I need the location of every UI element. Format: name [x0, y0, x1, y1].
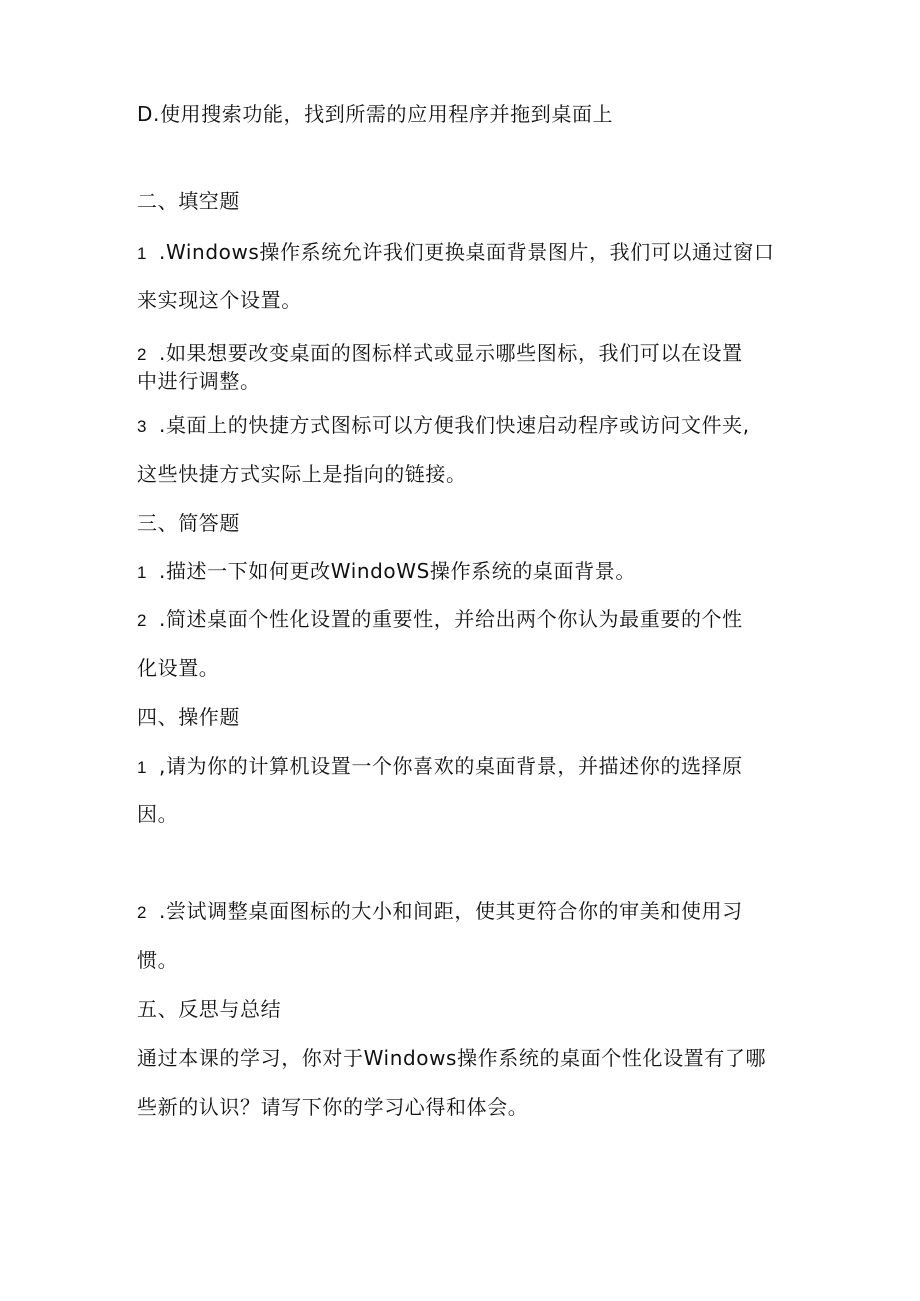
reflection-line-2: 些新的认识？请写下你的学习心得和体会。: [137, 1095, 529, 1119]
item-text: .桌面上的快捷方式图标可以方便我们快速启动程序或访问文件夹,: [159, 413, 750, 437]
section-title-reflection: 五、反思与总结: [137, 997, 282, 1021]
operation-item-2-line-2: 惯。: [137, 948, 179, 972]
item-number: 2: [137, 611, 148, 630]
fill-blank-item-3-line-2: 这些快捷方式实际上是指向的链接。: [137, 462, 467, 486]
option-d: D.使用搜索功能，找到所需的应用程序并拖到桌面上: [137, 102, 614, 126]
item-number: 1: [137, 758, 148, 777]
item-number: 3: [137, 417, 148, 436]
section-title-operation: 四、操作题: [137, 705, 240, 729]
item-text: .Windows操作系统允许我们更换桌面背景图片，我们可以通过窗口: [159, 240, 775, 264]
item-text: .尝试调整桌面图标的大小和间距，使其更符合你的审美和使用习: [159, 899, 743, 923]
short-answer-item-2-line-1: [137, 605, 743, 635]
item-text: .如果想要改变桌面的图标样式或显示哪些图标，我们可以在设置: [159, 341, 743, 365]
reflection-line-1: 通过本课的学习，你对于Windows操作系统的桌面个性化设置有了哪: [137, 1046, 767, 1070]
item-number: 1: [137, 244, 148, 263]
item-number: 2: [137, 345, 148, 364]
fill-blank-item-2-line-2: 中进行调整。: [137, 369, 261, 393]
fill-blank-item-1-line-1: [137, 238, 774, 268]
fill-blank-item-3-line-1: [137, 411, 750, 441]
item-text: ,请为你的计算机设置一个你喜欢的桌面背景，并描述你的选择原: [159, 754, 743, 778]
operation-item-1-line-2: 因。: [137, 802, 179, 826]
operation-item-1-line-1: [137, 752, 743, 782]
section-title-short-answer: 三、简答题: [137, 511, 240, 535]
short-answer-item-1: [137, 557, 636, 587]
item-text: .描述一下如何更改WindoWS操作系统的桌面背景。: [159, 559, 636, 583]
section-title-fill-blank: 二、填空题: [137, 189, 240, 213]
item-number: 1: [137, 563, 148, 582]
fill-blank-item-1-line-2: 来实现这个设置。: [137, 288, 302, 312]
short-answer-item-2-line-2: 化设置。: [137, 656, 220, 680]
fill-blank-item-2-line-1: [137, 339, 743, 369]
item-text: .简述桌面个性化设置的重要性，并给出两个你认为最重要的个性: [159, 607, 743, 631]
item-number: 2: [137, 903, 148, 922]
operation-item-2-line-1: [137, 897, 743, 927]
